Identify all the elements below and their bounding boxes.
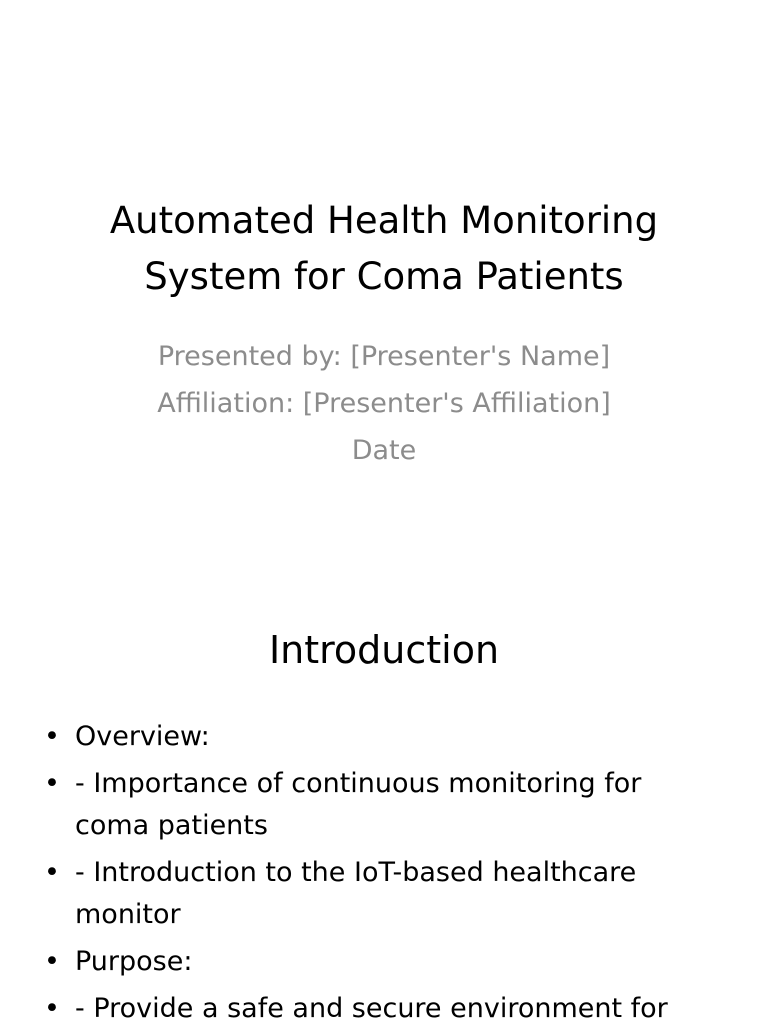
title-line-2: System for Coma Patients: [144, 255, 624, 298]
slide-title: Introduction: [268, 628, 500, 672]
bullet-icon: •: [44, 993, 60, 1024]
bullet-item: [40, 716, 700, 758]
bullet-text: Purpose:: [75, 946, 193, 977]
bullet-text: Overview:: [75, 721, 210, 752]
bullet-text: - Introduction to the IoT-based healthcare monitor: [75, 857, 637, 930]
bullet-icon: •: [44, 768, 60, 799]
bullet-icon: •: [44, 857, 60, 888]
subtitle-block: [40, 333, 728, 474]
bullet-item: [40, 941, 700, 983]
presenter-name: Presented by: [Presenter's Name]: [157, 341, 611, 372]
introduction-slide: [0, 560, 768, 1024]
presenter-affiliation: Affiliation: [Presenter's Affiliation]: [157, 388, 611, 419]
bullet-text: - Provide a safe and secure environment for: [75, 993, 668, 1024]
title-line-1: Automated Health Monitoring: [109, 199, 659, 242]
bullet-item: [40, 852, 700, 936]
bullet-icon: •: [44, 946, 60, 977]
bullet-item: [40, 763, 700, 847]
bullet-list: [40, 716, 700, 1035]
presentation-date: Date: [351, 435, 417, 466]
bullet-text: - Importance of continuous monitoring for coma patients: [75, 768, 642, 841]
bullet-icon: •: [44, 721, 60, 752]
presentation-title: [40, 193, 728, 305]
